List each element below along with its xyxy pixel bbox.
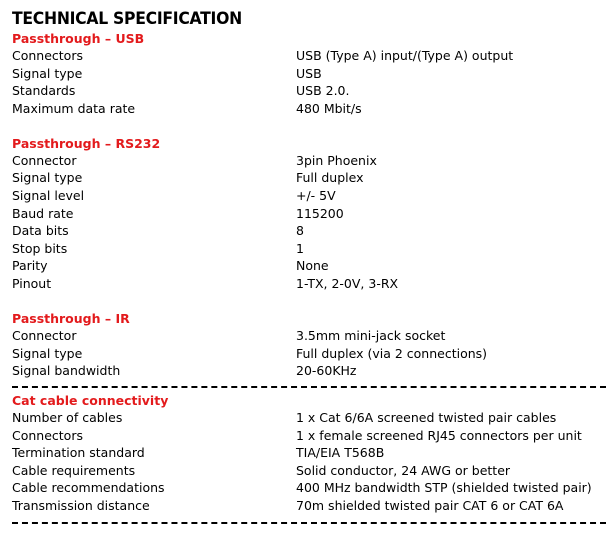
spec-label: Transmission distance: [12, 497, 150, 513]
spec-value: USB 2.0.: [296, 83, 350, 99]
spec-row: [12, 362, 606, 380]
spec-row: [12, 100, 606, 118]
spec-value: 115200: [296, 205, 344, 221]
spec-value: 70m shielded twisted pair CAT 6 or CAT 6A: [296, 497, 564, 513]
spec-value: 20-60KHz: [296, 363, 357, 379]
spec-row: [12, 409, 606, 427]
section-heading-cat-cable: Cat cable connectivity: [12, 392, 169, 408]
spec-label: Standards: [12, 83, 76, 99]
spec-label: Pinout: [12, 276, 52, 292]
spec-row: [12, 479, 606, 497]
spec-row: [12, 497, 606, 515]
spec-row: [12, 462, 606, 480]
spec-value: TIA/EIA T568B: [296, 445, 385, 461]
spec-label: Parity: [12, 258, 48, 274]
spec-value: Full duplex: [296, 170, 364, 186]
section-rs232: [12, 135, 606, 293]
page-title: TECHNICAL SPECIFICATION: [12, 9, 242, 29]
spec-value: 1 x Cat 6/6A screened twisted pair cables: [296, 409, 557, 425]
spec-label: Data bits: [12, 223, 69, 239]
spec-label: Cable recommendations: [12, 480, 165, 496]
spec-row: [12, 169, 606, 187]
spec-label: Termination standard: [12, 445, 145, 461]
spec-document: [12, 8, 606, 528]
spec-value: None: [296, 258, 329, 274]
spec-value: 1-TX, 2-0V, 3-RX: [296, 276, 399, 292]
spec-value: Solid conductor, 24 AWG or better: [296, 462, 511, 478]
spec-label: Stop bits: [12, 240, 68, 256]
spec-row: [12, 345, 606, 363]
spec-row: [12, 82, 606, 100]
spec-label: Maximum data rate: [12, 100, 136, 116]
spec-row: [12, 427, 606, 445]
section-heading-ir: Passthrough – IR: [12, 311, 130, 327]
spec-row: [12, 187, 606, 205]
section-heading-rs232: Passthrough – RS232: [12, 135, 161, 151]
spec-value: 3.5mm mini-jack socket: [296, 328, 446, 344]
spec-row: [12, 205, 606, 223]
spec-value: 400 MHz bandwidth STP (shielded twisted pair): [296, 480, 592, 496]
spec-row: [12, 222, 606, 240]
spec-label: Signal level: [12, 188, 85, 204]
section-heading-usb: Passthrough – USB: [12, 31, 145, 46]
spec-label: Number of cables: [12, 409, 123, 425]
dashed-divider: [12, 522, 606, 524]
section-spacer: [12, 117, 606, 135]
spec-label: Connector: [12, 152, 77, 168]
spec-label: Signal bandwidth: [12, 363, 121, 379]
spec-value: USB (Type A) input/(Type A) output: [296, 48, 514, 63]
spec-label: Signal type: [12, 170, 83, 186]
spec-row: [12, 444, 606, 462]
spec-row: [12, 152, 606, 170]
spec-value: 3pin Phoenix: [296, 152, 377, 168]
spec-value: +/- 5V: [296, 188, 336, 204]
spec-row: [12, 327, 606, 345]
dashed-divider: [12, 386, 606, 388]
spec-value: 8: [296, 223, 304, 239]
spec-label: Cable requirements: [12, 462, 136, 478]
spec-label: Baud rate: [12, 205, 74, 221]
spec-value: USB: [296, 65, 322, 81]
spec-value: 480 Mbit/s: [296, 100, 362, 116]
spec-row: [12, 240, 606, 258]
spec-value: Full duplex (via 2 connections): [296, 345, 488, 361]
section-usb: [12, 30, 606, 117]
spec-row: [12, 47, 606, 65]
spec-label: Signal type: [12, 65, 83, 81]
spec-label: Connectors: [12, 48, 83, 63]
spec-label: Signal type: [12, 345, 83, 361]
spec-row: [12, 65, 606, 83]
section-ir: [12, 310, 606, 380]
spec-value: 1 x female screened RJ45 connectors per unit: [296, 427, 582, 443]
spec-label: Connector: [12, 328, 77, 344]
spec-label: Connectors: [12, 427, 83, 443]
spec-row: [12, 275, 606, 293]
spec-row: [12, 257, 606, 275]
spec-value: 1: [296, 240, 304, 256]
section-spacer: [12, 293, 606, 311]
section-cat-cable: [12, 392, 606, 515]
